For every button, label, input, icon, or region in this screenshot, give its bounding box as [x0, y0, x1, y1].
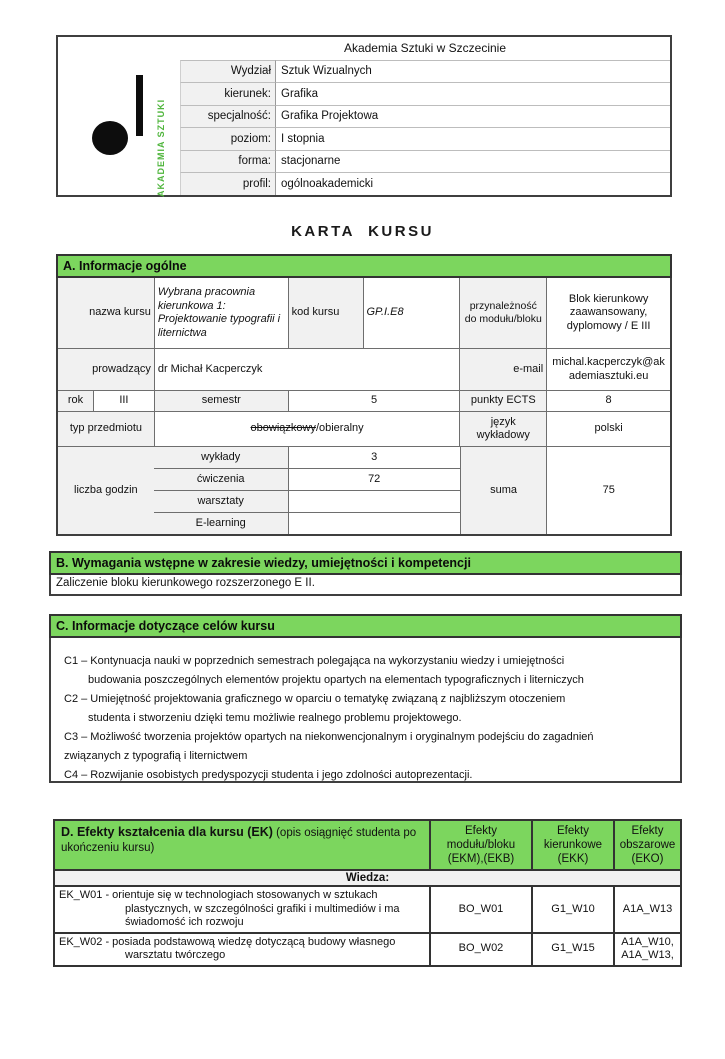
email-value: michal.kacperczyk@akademiasztuki.eu	[546, 349, 670, 390]
hours-subrow	[154, 468, 460, 490]
module-affiliation-label: przynależność do modułu/bloku	[459, 278, 546, 348]
faculty-value: Sztuk Wizualnych	[276, 60, 670, 83]
column-header-ekm: Efekty modułu/bloku (EKM),(EKB)	[429, 821, 531, 869]
goal-line: studenta i stworzeniu dzięki temu możliwie realnego problemu projektowego.	[88, 712, 462, 724]
profile-value: ogólnoakademicki	[276, 172, 670, 195]
academy-logo	[58, 37, 180, 195]
table-row	[58, 390, 670, 411]
subject-type-selected: /obieralny	[315, 422, 364, 435]
goal-line: C3 – Możliwość tworzenia projektów opartych na niekonwencjonalnym i oryginalnym podejściu do zagadnień	[64, 731, 594, 743]
section-c-content	[49, 638, 682, 783]
hours-breakdown	[154, 447, 460, 534]
semester-value: 5	[288, 391, 460, 411]
course-code-label: kod kursu	[288, 278, 363, 348]
semester-label: semestr	[154, 391, 288, 411]
column-header-ekk: Efekty kierunkowe (EKK)	[531, 821, 613, 869]
knowledge-group-header: Wiedza:	[55, 869, 680, 885]
elearning-label: E-learning	[154, 513, 288, 534]
section-b-heading: B. Wymagania wstępne w zakresie wiedzy, umiejętności i kompetencji	[49, 551, 682, 575]
table-row	[55, 932, 680, 965]
outcome-eko-code: A1A_W10, A1A_W13,	[613, 934, 680, 965]
year-label: rok	[58, 391, 93, 411]
goal-line: C4 – Rozwijanie osobistych predyspozycji studenta i jego zdolności autoprezentacji.	[64, 769, 473, 781]
section-d-heading-note: (opis osiągnięć studenta po ukończeniu kursu)	[61, 827, 417, 854]
hours-subrow	[154, 447, 460, 468]
outcome-eko-code: A1A_W13	[613, 887, 680, 932]
outcome-description: EK_W01 - orientuje się w technologiach stosowanych w sztukach plastycznych, w szczególności grafiki i multimediów i ma świadomość ich rozwoju	[59, 889, 400, 928]
field-value: Grafika	[276, 82, 670, 105]
music-note-icon	[92, 121, 128, 155]
lecturer-value: dr Michał Kacperczyk	[154, 349, 459, 390]
outcome-ekm-code: BO_W01	[429, 887, 531, 932]
speciality-value: Grafika Projektowa	[276, 105, 670, 128]
outcome-ekk-code: G1_W10	[531, 887, 613, 932]
section-c-heading: C. Informacje dotyczące celów kursu	[49, 614, 682, 638]
subject-type-strikethrough: obowiązkowy	[250, 422, 316, 435]
goal-line: C2 – Umiejętność projektowania graficznego w oparciu o tematykę związaną z najbliższym otoczeniem	[64, 693, 566, 705]
faculty-label: Wydział	[180, 60, 276, 83]
workshops-label: warsztaty	[154, 491, 288, 512]
speciality-label: specjalność:	[180, 105, 276, 128]
subject-type-label: typ przedmiotu	[58, 412, 154, 446]
goal-line: budowania poszczególnych elementów projektu opartych na elementach typograficznych i literniczych	[88, 674, 584, 686]
form-value: stacjonarne	[276, 150, 670, 173]
table-row	[58, 278, 670, 348]
institution-name: Akademia Sztuki w Szczecinie	[343, 41, 507, 56]
institution-header-table	[56, 35, 672, 197]
goal-line: C1 – Kontynuacja nauki w poprzednich semestrach polegająca na wykorzystaniu wiedzy i umiejętności	[64, 655, 565, 667]
exercises-label: ćwiczenia	[154, 469, 288, 490]
elearning-value	[288, 513, 460, 534]
section-a-heading: A. Informacje ogólne	[56, 254, 672, 278]
course-name-label: nazwa kursu	[58, 278, 154, 348]
lectures-value: 3	[288, 447, 460, 468]
goal-line: związanych z typografią i liternictwem	[64, 750, 248, 762]
level-value: I stopnia	[276, 127, 670, 150]
language-label: język wykładowy	[459, 412, 546, 446]
lecturer-label: prowadzący	[58, 349, 154, 390]
column-header-eko: Efekty obszarowe (EKO)	[613, 821, 680, 869]
section-a-table	[56, 278, 672, 536]
section-d-header-row	[55, 821, 680, 869]
form-label: forma:	[180, 150, 276, 173]
subject-type-value	[154, 412, 459, 446]
sum-value: 75	[546, 447, 670, 534]
table-row	[58, 411, 670, 446]
year-value: III	[93, 391, 154, 411]
course-name-value: Wybrana pracownia kierunkowa 1: Projektowanie typografii i liternictwa	[154, 278, 288, 348]
section-d-table	[53, 819, 682, 967]
section-d-heading-bold: D. Efekty kształcenia dla kursu (EK)	[61, 825, 273, 839]
table-row	[58, 348, 670, 390]
section-b-content: Zaliczenie bloku kierunkowego rozszerzonego E II.	[49, 575, 682, 596]
workshops-value	[288, 491, 460, 512]
outcome-description: EK_W02 - posiada podstawową wiedzę dotyczącą budowy własnego warsztatu twórczego	[59, 935, 396, 961]
course-card-page	[0, 35, 725, 1059]
lectures-label: wykłady	[154, 447, 288, 468]
hours-subrow	[154, 512, 460, 534]
section-d-heading	[55, 821, 429, 869]
course-code-value: GP.I.E8	[363, 278, 460, 348]
hours-label: liczba godzin	[58, 447, 154, 534]
field-label: kierunek:	[180, 82, 276, 105]
ects-value: 8	[546, 391, 670, 411]
page-title: KARTA KURSU	[291, 223, 434, 240]
exercises-value: 72	[288, 469, 460, 490]
ects-label: punkty ECTS	[459, 391, 546, 411]
language-value: polski	[546, 412, 670, 446]
table-row	[55, 885, 680, 932]
hours-subrow	[154, 490, 460, 512]
logo-brand-text: AKADEMIA SZTUKI	[156, 98, 166, 197]
outcome-ekk-code: G1_W15	[531, 934, 613, 965]
table-row	[58, 446, 670, 534]
outcome-ekm-code: BO_W02	[429, 934, 531, 965]
email-label: e-mail	[459, 349, 546, 390]
music-note-stem	[136, 75, 143, 136]
module-affiliation-value: Blok kierunkowy zaawansowany, dyplomowy / E III	[546, 278, 670, 348]
sum-label: suma	[460, 447, 547, 534]
level-label: poziom:	[180, 127, 276, 150]
profile-label: profil:	[180, 172, 276, 195]
